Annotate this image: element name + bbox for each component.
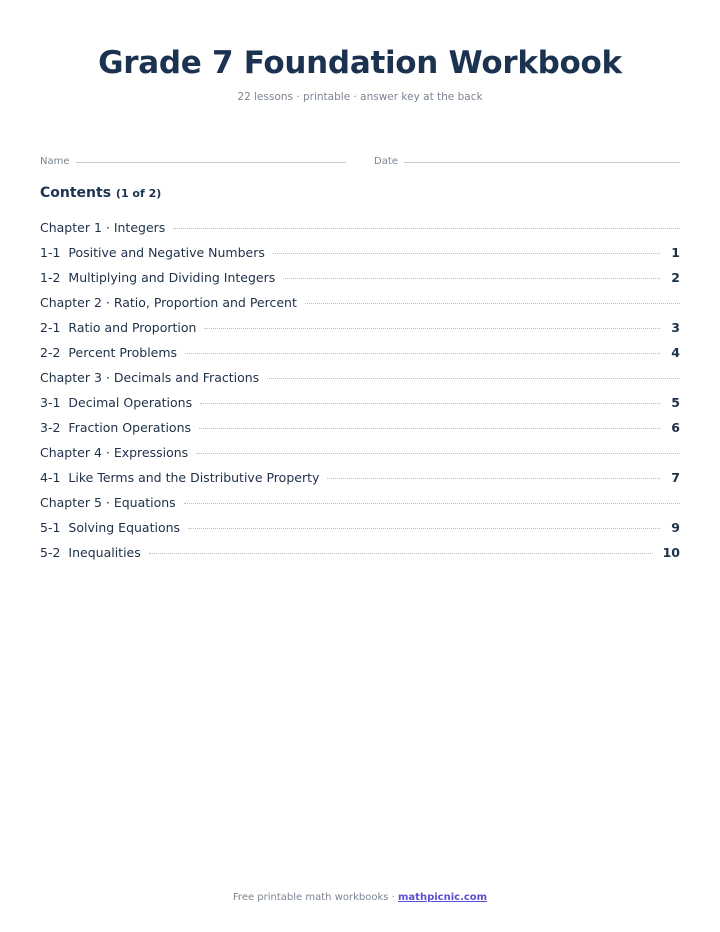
footer — [0, 892, 720, 903]
toc-chapter-row — [40, 290, 680, 315]
dot-leader — [184, 503, 680, 504]
page-subtitle: 22 lessons · printable · answer key at the back — [237, 91, 483, 103]
toc-lesson-row — [40, 465, 680, 490]
lesson-number: 2-2 — [40, 345, 61, 360]
date-field[interactable] — [374, 156, 680, 167]
toc-lesson-row — [40, 415, 680, 440]
date-line[interactable] — [404, 162, 680, 163]
lesson-title: Decimal Operations — [68, 395, 193, 410]
lesson-title: Inequalities — [68, 545, 141, 560]
lesson-number: 3-1 — [40, 395, 61, 410]
dot-leader — [196, 453, 680, 454]
name-line[interactable] — [76, 162, 346, 163]
page-title: Grade 7 Foundation Workbook — [98, 45, 622, 81]
page-number: 4 — [671, 345, 680, 360]
chapter-title: Chapter 2 · Ratio, Proportion and Percent — [40, 295, 297, 310]
table-of-contents — [40, 215, 680, 565]
toc-chapter-row — [40, 490, 680, 515]
dot-leader — [199, 428, 660, 429]
dot-leader — [273, 253, 660, 254]
contents-heading — [40, 185, 161, 201]
lesson-title: Ratio and Proportion — [68, 320, 197, 335]
page-number: 3 — [671, 320, 680, 335]
chapter-title: Chapter 4 · Expressions — [40, 445, 189, 460]
lesson-number: 2-1 — [40, 320, 61, 335]
chapter-title: Chapter 5 · Equations — [40, 495, 176, 510]
page-number: 1 — [671, 245, 680, 260]
toc-lesson-row — [40, 240, 680, 265]
toc-lesson-row — [40, 265, 680, 290]
lesson-title: Fraction Operations — [68, 420, 192, 435]
toc-lesson-row — [40, 515, 680, 540]
page-number: 7 — [671, 470, 680, 485]
chapter-title: Chapter 3 · Decimals and Fractions — [40, 370, 260, 385]
page-number: 6 — [671, 420, 680, 435]
page-number: 2 — [671, 270, 680, 285]
lesson-title: Positive and Negative Numbers — [68, 245, 265, 260]
dot-leader — [267, 378, 680, 379]
chapter-title: Chapter 1 · Integers — [40, 220, 166, 235]
dot-leader — [327, 478, 660, 479]
dot-leader — [173, 228, 680, 229]
dot-leader — [188, 528, 660, 529]
lesson-title: Percent Problems — [68, 345, 178, 360]
lesson-title: Solving Equations — [68, 520, 181, 535]
footer-text: Free printable math workbooks · — [232, 892, 399, 903]
toc-lesson-row — [40, 390, 680, 415]
contents-page-indicator: (1 of 2) — [115, 187, 162, 200]
page-number: 9 — [671, 520, 680, 535]
page-number: 5 — [671, 395, 680, 410]
dot-leader — [283, 278, 660, 279]
toc-chapter-row — [40, 215, 680, 240]
name-field[interactable] — [40, 156, 346, 167]
toc-chapter-row — [40, 365, 680, 390]
lesson-number: 3-2 — [40, 420, 61, 435]
lesson-number: 4-1 — [40, 470, 61, 485]
dot-leader — [149, 553, 653, 554]
toc-lesson-row — [40, 340, 680, 365]
dot-leader — [185, 353, 660, 354]
toc-chapter-row — [40, 440, 680, 465]
lesson-title: Multiplying and Dividing Integers — [68, 270, 276, 285]
contents-title: Contents — [40, 185, 112, 201]
name-label: Name — [40, 156, 70, 167]
lesson-number: 1-2 — [40, 270, 61, 285]
dot-leader — [305, 303, 680, 304]
page-number: 10 — [662, 545, 680, 560]
footer-link[interactable]: mathpicnic.com — [398, 892, 488, 903]
lesson-title: Like Terms and the Distributive Property — [68, 470, 320, 485]
toc-lesson-row — [40, 540, 680, 565]
date-label: Date — [374, 156, 398, 167]
dot-leader — [204, 328, 660, 329]
lesson-number: 5-1 — [40, 520, 61, 535]
lesson-number: 1-1 — [40, 245, 61, 260]
lesson-number: 5-2 — [40, 545, 61, 560]
dot-leader — [200, 403, 660, 404]
toc-lesson-row — [40, 315, 680, 340]
